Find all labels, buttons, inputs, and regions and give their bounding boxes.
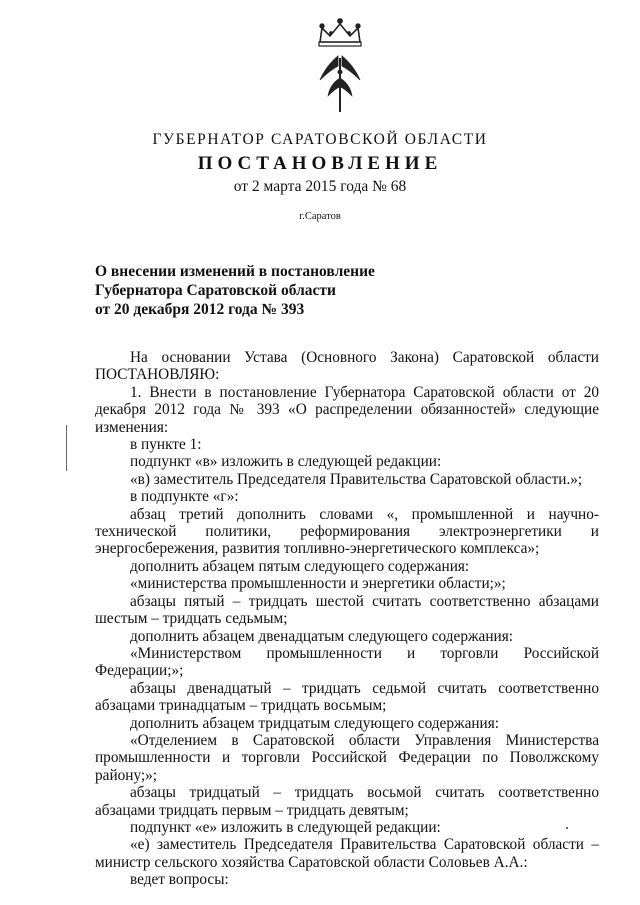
paragraph: ведет вопросы: xyxy=(130,871,229,889)
document-body xyxy=(95,349,599,889)
preamble: На основании Устава (Основного Закона) Саратовской области xyxy=(130,349,599,366)
paragraph: в подпункте «г»: xyxy=(130,488,239,506)
subject-line: О внесении изменений в постановление xyxy=(95,263,375,280)
issuing-authority: ГУБЕРНАТОР САРАТОВСКОЙ ОБЛАСТИ xyxy=(152,131,488,148)
document-type: ПОСТАНОВЛЕНИЕ xyxy=(197,153,443,174)
resolution-word: ПОСТАНОВЛЯЮ: xyxy=(95,366,220,384)
document-city: г.Саратов xyxy=(299,211,341,222)
paragraph: в пункте 1: xyxy=(130,436,202,454)
paragraph: дополнить абзацем пятым следующего содержания: xyxy=(130,557,470,575)
paragraph: подпункт «е» изложить в следующей редакции: xyxy=(130,818,441,836)
paragraph: дополнить абзацем двенадцатым следующего содержания: xyxy=(130,627,513,645)
paragraph: подпункт «в» изложить в следующей редакции: xyxy=(130,453,442,471)
paragraph: дополнить абзацем тридцатым следующего содержания: xyxy=(130,714,500,732)
margin-scan-mark xyxy=(566,827,568,829)
paragraph: абзацы пятый – тридцать шестой считать соответственно абзацами шестым – тридцать седьмым; xyxy=(95,592,599,628)
paragraph: «е) заместитель Председателя Правительства Саратовской области – министр сельского хозяйства Саратовской области Соловьев А.А.: xyxy=(95,836,599,871)
paragraph: 1. Внести в постановление Губернатора Саратовской области от 20 декабря 2012 года № 393 «О распределении обязанностей» следующие изменения: xyxy=(95,383,599,436)
paragraph: «в) заместитель Председателя Правительства Саратовской области.»; xyxy=(130,470,583,488)
subject-line: Губернатора Саратовской области xyxy=(95,282,336,299)
paragraph: абзацы двенадцатый – тридцать седьмой считать соответственно абзацами тринадцатым – тридцать восьмым; xyxy=(95,679,599,715)
paragraph: «Министерством промышленности и торговли Российской Федерации;»; xyxy=(95,644,599,680)
paragraph: «министерства промышленности и энергетики области;»; xyxy=(130,575,506,593)
paragraph: абзац третий дополнить словами «, промышленной и научно-технической политики, реформирования электроэнергетики и энергосбережения, развития топливно-энергетического комплекса»; xyxy=(95,505,599,558)
document-date-number: от 2 марта 2015 года № 68 xyxy=(233,178,407,195)
crown-emblem-icon xyxy=(300,8,380,116)
subject-line: от 20 декабря 2012 года № 393 xyxy=(95,301,305,318)
margin-scan-mark xyxy=(66,425,67,471)
paragraph: абзацы тридцатый – тридцать восьмой считать соответственно абзацами тридцать первым – тридцать девятым; xyxy=(95,784,599,819)
document-subject xyxy=(95,262,475,319)
paragraph: «Отделением в Саратовской области Управления Министерства промышленности и торговли Российской Федерации по Поволжскому району;»; xyxy=(95,731,599,784)
